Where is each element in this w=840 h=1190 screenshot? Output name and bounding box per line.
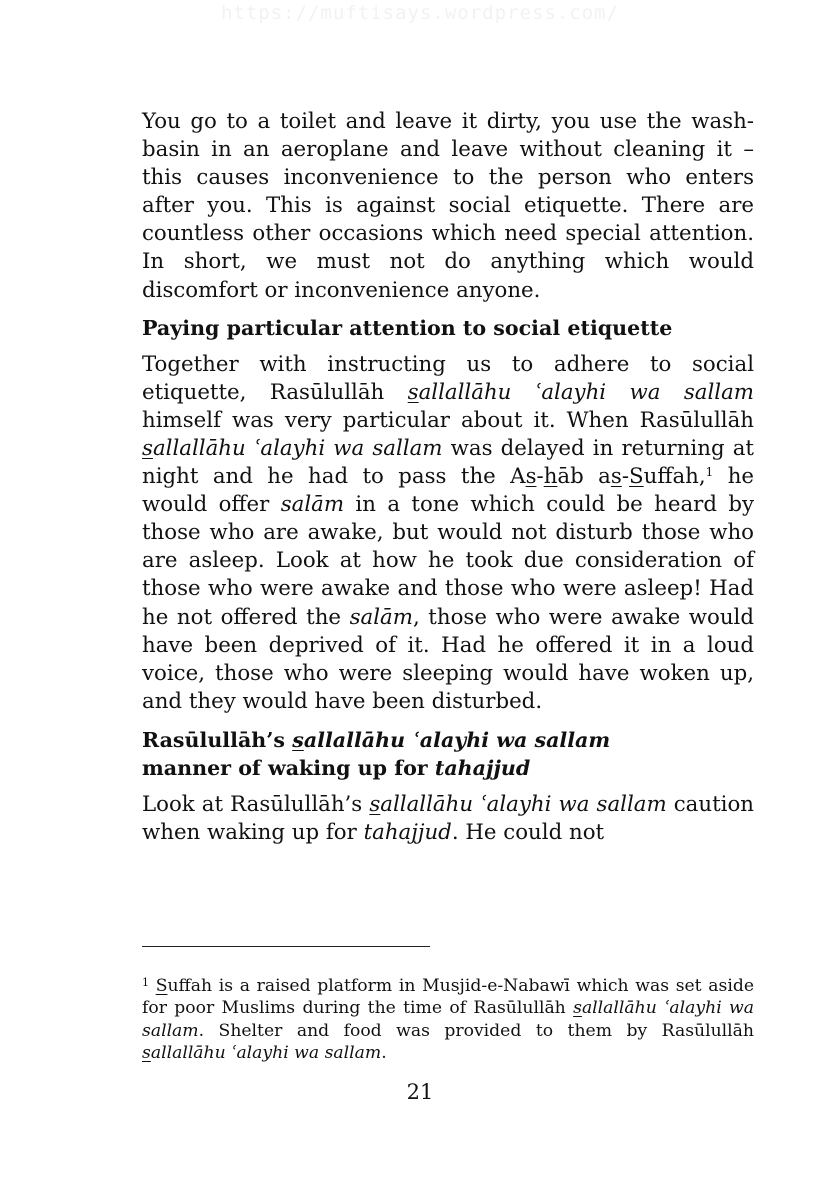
- page-body: [142, 108, 754, 847]
- footnote-reference[interactable]: 1: [705, 465, 714, 480]
- section-heading-1: Paying particular attention to social etiquette: [142, 315, 673, 340]
- footnote: $^1$ Suffah is a raised platform in Musjid-e-Nabawī which was set aside for poor Muslims during the time of Rasūlullāh sallallāhu ʿalayhi wa sallam. Shelter and food was provided to them by Rasūlullāh sallallāhu ʿalayhi wa sallam.: [142, 976, 755, 1063]
- transliteration-mark: s: [142, 435, 153, 461]
- footnote-number: 1: [142, 976, 149, 989]
- paragraph-2: Together with instructing us to adhere to social etiquette, Rasūlullāh sallallāhu ʿalayhi wa sallam himself was very particular about it. When Rasūlullāh sallallāhu ʿalayhi wa sallam was delayed in returning at night and he had to pass the As-hāb as-Suffah,$^1$ he would offer salām in a tone which could be heard by those who are awake, but would not disturb those who are asleep. Look at how he took due consideration of those who were awake and those who were asleep! Had he not offered the salām, those who were awake would have been deprived of it. Had he offered it in a loud voice, those who were sleeping would have woken up, and they would have been disturbed.: [142, 351, 755, 714]
- footnote-divider: [142, 946, 430, 947]
- section-heading-2: Rasūlullāh’s sallallāhu ʿalayhi wa sallam manner of waking up for tahajjud: [142, 727, 611, 780]
- watermark: https://muftisays.wordpress.com/: [220, 2, 620, 24]
- paragraph-3: Look at Rasūlullāh’s sallallāhu ʿalayhi wa sallam caution when waking up for tahajjud. He could not: [142, 791, 754, 845]
- paragraph-1: You go to a toilet and leave it dirty, you use the wash-basin in an aeroplane and leave without cleaning it – this causes inconvenience to the person who enters after you. This is against social etiquette. There are countless other occasions which need special attention. In short, we must not do anything which would discomfort or inconvenience anyone.: [142, 109, 754, 303]
- transliteration-mark: s: [407, 379, 419, 405]
- page-number: 21: [406, 1080, 434, 1104]
